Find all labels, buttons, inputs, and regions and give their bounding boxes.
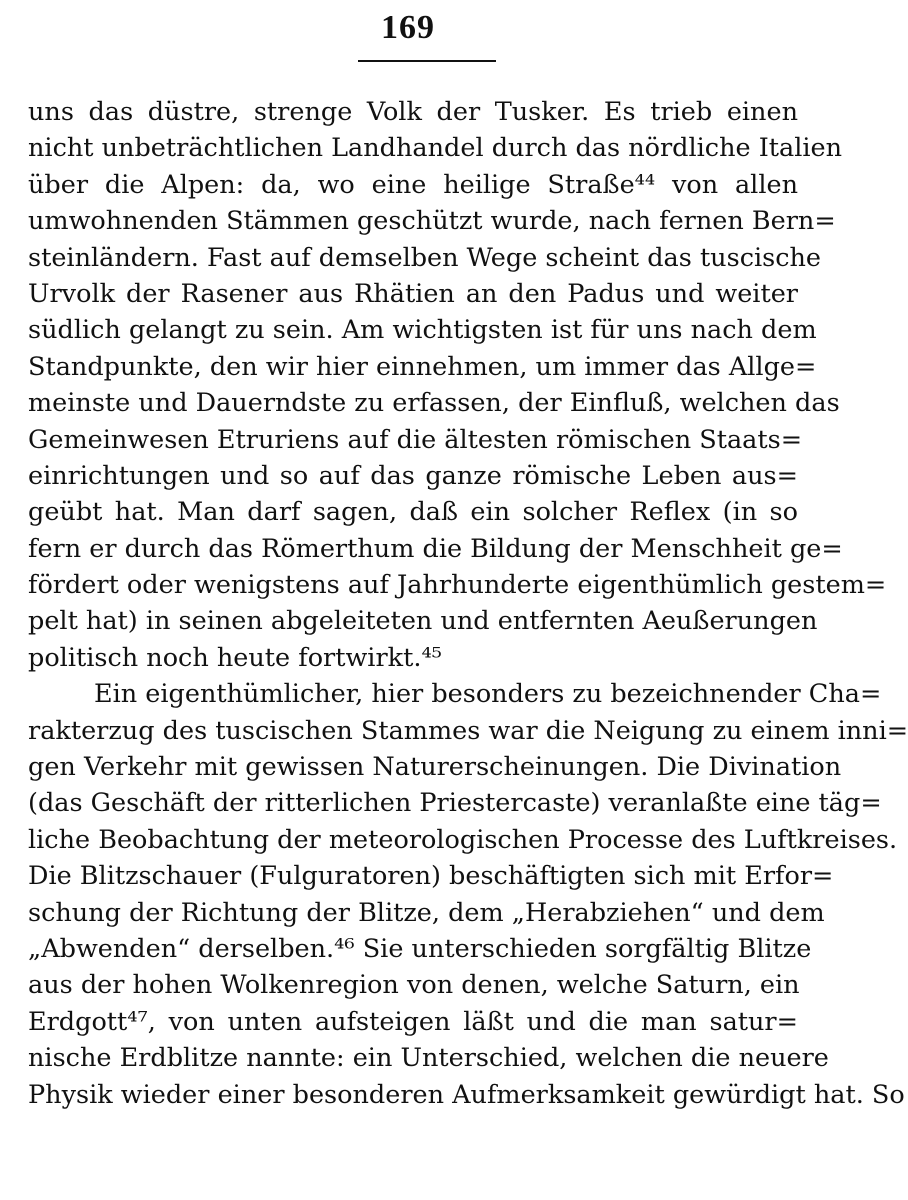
- text-line: nicht unbeträchtlichen Landhandel durch das nördliche Italien: [28, 133, 843, 164]
- text-line: steinländern. Fast auf demselben Wege scheint das tuscische: [28, 242, 822, 273]
- text-line: pelt hat) in seinen abgeleiteten und entfernten Aeußerungen: [28, 606, 818, 637]
- text-line: liche Beobachtung der meteorologischen Processe des Luftkreises.: [28, 824, 898, 855]
- text-line: Physik wieder einer besonderen Aufmerksamkeit gewürdigt hat. So: [28, 1079, 905, 1110]
- text-line: geübt hat. Man darf sagen, daß ein solcher Reflex (in so: [28, 497, 798, 528]
- text-line: südlich gelangt zu sein. Am wichtigsten ist für uns nach dem: [28, 315, 817, 346]
- text-line: Die Blitzschauer (Fulguratoren) beschäftigten sich mit Erfor=: [28, 861, 834, 892]
- text-line: „Abwenden“ derselben.⁴⁶ Sie unterschieden sorgfältig Blitze: [28, 933, 812, 964]
- text-line: umwohnenden Stämmen geschützt wurde, nach fernen Bern=: [28, 206, 836, 237]
- body-text: [28, 94, 908, 1113]
- text-line: Gemeinwesen Etruriens auf die ältesten römischen Staats=: [28, 424, 803, 455]
- text-line: Erdgott⁴⁷, von unten aufsteigen läßt und die man satur=: [28, 1006, 798, 1037]
- text-line: gen Verkehr mit gewissen Naturerscheinungen. Die Divination: [28, 752, 842, 783]
- text-line: schung der Richtung der Blitze, dem „Herabziehen“ und dem: [28, 897, 825, 928]
- header-rule: [358, 60, 496, 62]
- text-line: Urvolk der Rasener aus Rhätien an den Padus und weiter: [28, 278, 798, 309]
- page-number: 169: [381, 9, 435, 46]
- text-line: einrichtungen und so auf das ganze römische Leben aus=: [28, 460, 798, 491]
- text-line: fördert oder wenigstens auf Jahrhunderte eigenthümlich gestem=: [28, 570, 887, 601]
- text-line: rakterzug des tuscischen Stammes war die Neigung zu einem inni=: [28, 715, 908, 746]
- text-line-paragraph-end: politisch noch heute fortwirkt.⁴⁵: [28, 642, 442, 673]
- text-line: (das Geschäft der ritterlichen Priestercaste) veranlaßte eine täg=: [28, 788, 882, 819]
- text-line: uns das düstre, strenge Volk der Tusker. Es trieb einen: [28, 97, 798, 127]
- text-line-paragraph-start: Ein eigenthümlicher, hier besonders zu bezeichnender Cha=: [94, 679, 882, 710]
- text-line: aus der hohen Wolkenregion von denen, welche Saturn, ein: [28, 970, 800, 1001]
- text-line: nische Erdblitze nannte: ein Unterschied, welchen die neuere: [28, 1043, 829, 1074]
- text-line: über die Alpen: da, wo eine heilige Straße⁴⁴ von allen: [28, 169, 798, 200]
- text-line: fern er durch das Römerthum die Bildung der Menschheit ge=: [28, 533, 843, 564]
- text-line: Standpunkte, den wir hier einnehmen, um immer das Allge=: [28, 351, 817, 382]
- text-line: meinste und Dauerndste zu erfassen, der Einfluß, welchen das: [28, 388, 840, 419]
